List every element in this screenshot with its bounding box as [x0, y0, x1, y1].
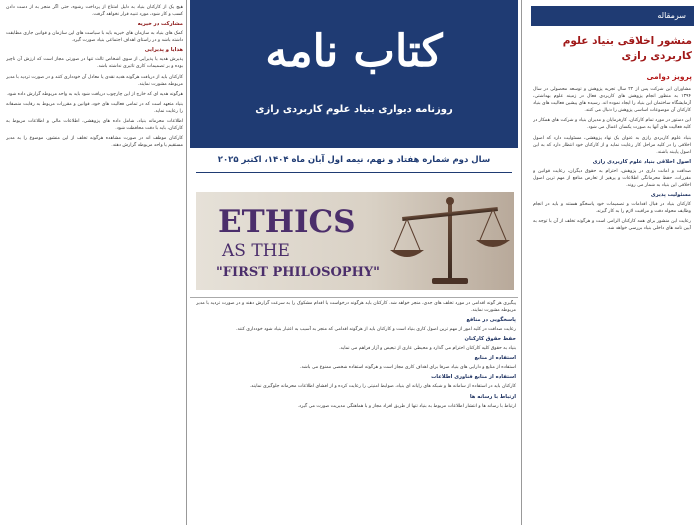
mid-heading-1: پاسخگویی در منافع [466, 317, 516, 324]
left-heading-1: مشارکت در خیریه [137, 21, 183, 28]
left-paragraph-7: اطلاعات محرمانه بنیاد، شامل داده های پژوهشی، اطلاعات مالی و اطلاعات مربوط به کارکنان، باید با دقت محافظت شود. [6, 119, 183, 132]
ethics-word: ETHICS [218, 204, 356, 240]
left-paragraph-6: بنیاد متعهد است که در تمامی فعالیت های خود، قوانین و مقررات مربوط به رقابت منصفانه را رعایت نماید. [6, 101, 183, 114]
left-paragraph-8: کارکنان موظف اند در صورت مشاهده هرگونه تخلف از این منشور، موضوع را به مدیر مستقیم یا واحد مربوطه گزارش دهند. [6, 136, 183, 149]
mid-paragraph-5: کارکنان باید در استفاده از سامانه ها و شبکه های رایانه ای بنیاد، ضوابط امنیتی را رعایت کرده و از افشای اطلاعات محرمانه جلوگیری نمایند. [249, 384, 516, 390]
editorial-title: منشور اخلاقی بنیاد علوم کاربردی رازی [562, 35, 692, 62]
ed-paragraph-6: رعایت این منشور برای همه کارکنان الزامی است و هرگونه تخلف از آن با توجه به آیین نامه های داخلی بنیاد بررسی خواهد شد. [533, 219, 691, 232]
ed-heading-1: اصول اخلاقی بنیاد علوم کاربردی رازی [592, 158, 691, 165]
issue-info: سال دوم شماره هفتاد و نهم، نیمه اول آبان ماه ۱۴۰۴، اکتبر ۲۰۲۵ [217, 155, 491, 165]
left-paragraph-4: کارکنان باید از دریافت هرگونه هدیه نقدی یا معادل آن خودداری کنند و در صورت تردید با مدیر مربوطه مشورت نمایند. [6, 74, 183, 87]
editorial-column [525, 0, 700, 525]
as-the-word: AS THE [222, 241, 290, 261]
mid-paragraph-4: استفاده از منابع و دارایی های بنیاد صرفا برای اهداف کاری مجاز است و هرگونه استفاده شخصی ممنوع می باشد. [300, 365, 516, 371]
mid-paragraph-1: پیگیری هر گونه اقدامی در مورد تخلف های جدی، منجر خواهد شد. کارکنان باید هرگونه درخواست یا اقدام مشکوک را به سرعت گزارش دهند و در صورت تردید با مدیر مربوطه مشورت نمایند. [196, 301, 516, 314]
ed-paragraph-2: این دستور در مورد تمام کارکنان، کارفرمایان و مدیران بنیاد و شرکت های همکار در کلیه فعالیت های آنها به صورت یکسان اعمال می شود. [533, 118, 691, 131]
left-paragraph-3: پذیرش هدیه یا پذیرایی از سوی اشخاص ثالث تنها در صورتی مجاز است که ارزش آن ناچیز بوده و بر تصمیمات کاری تاثیری نداشته باشد. [6, 57, 183, 70]
ed-heading-2: مسئولیت پذیری [650, 192, 691, 199]
left-paragraph-1: هیچ یک از کارکنان بنیاد به دلیل امتناع از پرداخت رشوه، حتی اگر منجر به از دست دادن کسب و کار شود، مورد تنبیه قرار نخواهد گرفت. [6, 5, 183, 18]
first-philosophy-text: "FIRST PHILOSOPHY" [216, 265, 380, 280]
mid-paragraph-2: رعایت صداقت در کلیه امور از مهم ترین اصول کاری بنیاد است و کارکنان باید از هرگونه اقدامی که منجر به آسیب به اعتبار بنیاد شود خودداری کنند. [236, 327, 516, 333]
middle-column [196, 300, 516, 522]
mid-heading-5: ارتباط با رسانه ها [469, 393, 516, 400]
mid-heading-2: حفظ حقوق کارکنان [464, 336, 516, 343]
mid-paragraph-3: بنیاد به حقوق کلیه کارکنان احترام می گذارد و محیطی عاری از تبعیض و آزار فراهم می نماید. [339, 346, 516, 352]
ethics-image [196, 192, 514, 290]
left-heading-2: هدایا و پذیرایی [144, 47, 183, 54]
masthead [190, 0, 518, 148]
section-tab: سرمقاله [531, 6, 694, 26]
left-column [6, 4, 183, 522]
left-paragraph-5: هرگونه هدیه ای که خارج از این چارچوب دریافت شود باید به واحد مربوطه گزارش داده شود. [6, 91, 183, 97]
newsletter-subtitle: روزنامه دیواری بنیاد علوم کاربردی رازی [255, 104, 453, 115]
newsletter-title: کتاب نامه [265, 26, 443, 77]
mid-paragraph-6: ارتباط با رسانه ها و انتشار اطلاعات مربوط به بنیاد تنها از طریق افراد مجاز و با هماهنگی مدیریت صورت می گیرد. [297, 403, 516, 409]
mid-heading-4: استفاده از منابع فناوری اطلاعات [431, 374, 516, 381]
editorial-author: پرویز دوامی [646, 72, 692, 81]
ed-paragraph-5: کارکنان بنیاد در قبال اقدامات و تصمیمات خود پاسخگو هستند و باید در انجام وظایف محوله دقت و مراقبت لازم را به کار گیرند. [533, 202, 691, 215]
editorial-body [533, 86, 691, 522]
mid-heading-3: استفاده از منابع [474, 355, 516, 362]
ed-paragraph-3: بنیاد علوم کاربردی رازی به عنوان یک نهاد پژوهشی، مسئولیت دارد که اصول اخلاقی را در کلیه مراحل کار رعایت نماید و از کارکنان خود انتظار دارد که به این اصول پایبند باشند. [533, 135, 691, 155]
ed-paragraph-4: صداقت و امانت داری در پژوهش، احترام به حقوق دیگران، رعایت قوانین و مقررات، حفظ محرمانگی اطلاعات و پرهیز از تعارض منافع از مهم ترین اصول اخلاقی این بنیاد به شمار می روند. [533, 168, 691, 189]
ed-paragraph-1: مشاوران این شرکت پس از ۲۲ سال تجربه پژوهش و توسعه محصولی در سال ۱۳۹۴ به منظور انجام پژوهش های کاربردی فعال در زمینه علوم بهداشتی، آزمایشگاه ساختمان این بنیاد را ایجاد نموده اند. رسیده های پیشین فعالیت های بنیاد کارکنان آن موضوعات اساسی پژوهش را دنبال می کنند. [533, 87, 691, 114]
left-paragraph-2: کمک های بنیاد به سازمان های خیریه باید با سیاست های این سازمان و قوانین جاری مطابقت داشته باشد و در راستای اهداف اجتماعی بنیاد صورت گیرد. [6, 31, 183, 44]
